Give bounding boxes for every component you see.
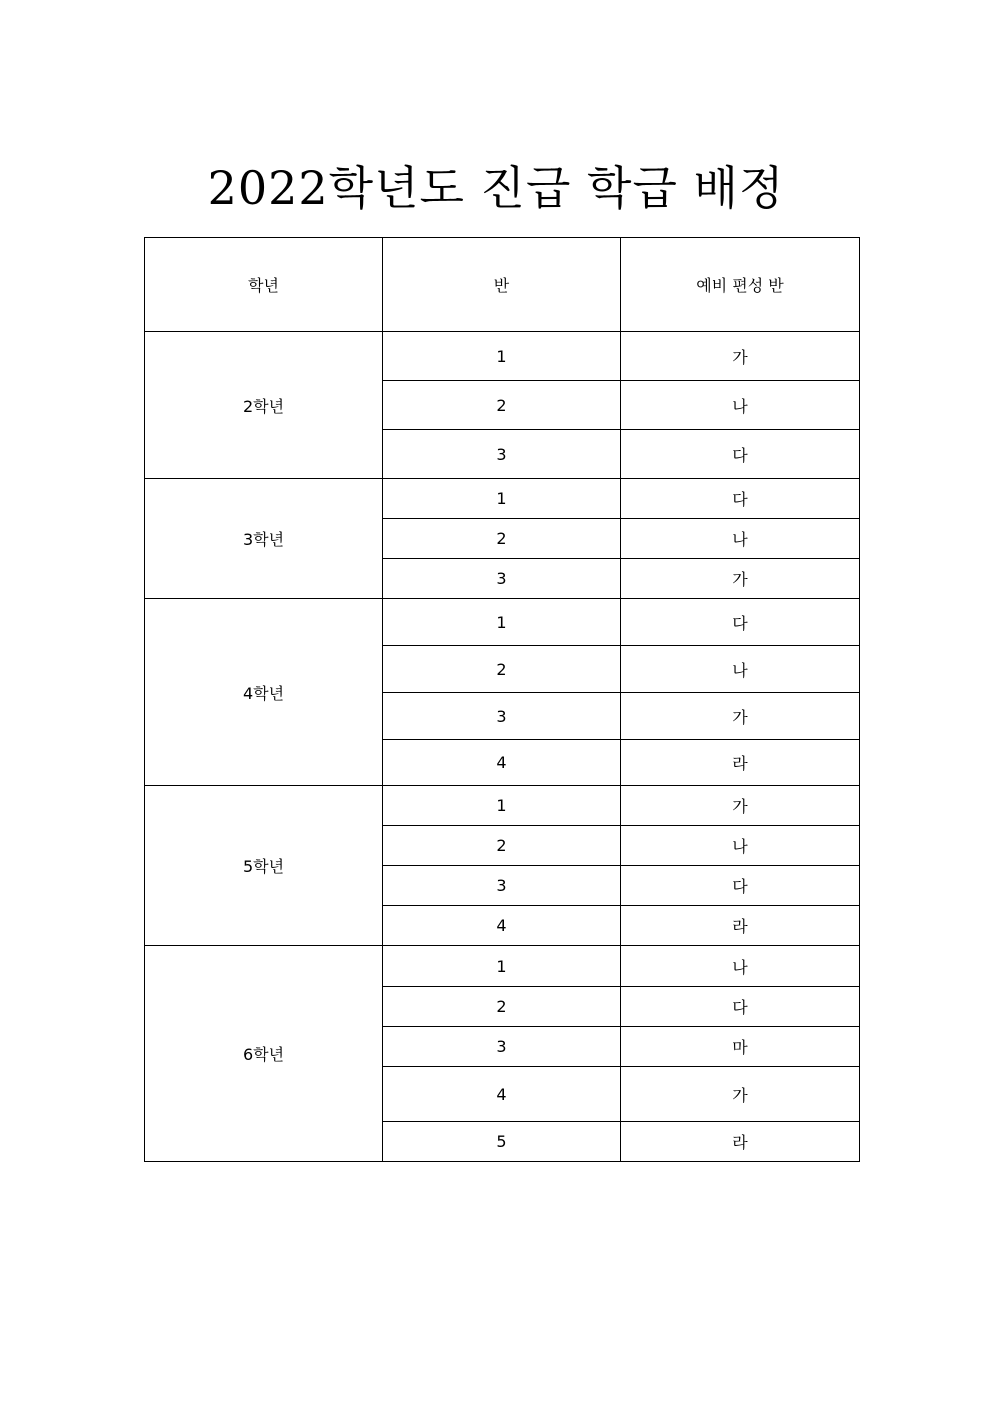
table-row <box>145 479 860 519</box>
preliminary-class-cell: 다 <box>621 866 860 906</box>
preliminary-class-cell: 가 <box>621 1067 860 1122</box>
class-cell: 5 <box>383 1122 621 1162</box>
header-class: 반 <box>383 238 621 332</box>
preliminary-class-cell: 가 <box>621 332 860 381</box>
class-cell: 4 <box>383 906 621 946</box>
table-row <box>145 332 860 381</box>
grade-cell: 5학년 <box>145 786 383 946</box>
preliminary-class-cell: 마 <box>621 1027 860 1067</box>
preliminary-class-cell: 다 <box>621 430 860 479</box>
grade-cell: 4학년 <box>145 599 383 786</box>
preliminary-class-cell: 나 <box>621 826 860 866</box>
table-header-row <box>145 238 860 332</box>
header-grade: 학년 <box>145 238 383 332</box>
class-cell: 4 <box>383 740 621 786</box>
class-cell: 1 <box>383 786 621 826</box>
grade-cell: 2학년 <box>145 332 383 479</box>
class-cell: 2 <box>383 826 621 866</box>
class-cell: 4 <box>383 1067 621 1122</box>
grade-cell: 3학년 <box>145 479 383 599</box>
preliminary-class-cell: 라 <box>621 740 860 786</box>
class-cell: 1 <box>383 946 621 987</box>
class-assignment-table <box>144 237 860 1162</box>
preliminary-class-cell: 나 <box>621 946 860 987</box>
preliminary-class-cell: 가 <box>621 786 860 826</box>
class-cell: 2 <box>383 381 621 430</box>
table-row <box>145 786 860 826</box>
preliminary-class-cell: 다 <box>621 599 860 646</box>
class-cell: 3 <box>383 430 621 479</box>
preliminary-class-cell: 라 <box>621 906 860 946</box>
preliminary-class-cell: 나 <box>621 381 860 430</box>
table-row <box>145 946 860 987</box>
preliminary-class-cell: 라 <box>621 1122 860 1162</box>
preliminary-class-cell: 가 <box>621 693 860 740</box>
class-cell: 2 <box>383 646 621 693</box>
class-cell: 3 <box>383 693 621 740</box>
table-row <box>145 599 860 646</box>
class-cell: 2 <box>383 987 621 1027</box>
preliminary-class-cell: 다 <box>621 479 860 519</box>
grade-cell: 6학년 <box>145 946 383 1162</box>
page-title: 2022학년도 진급 학급 배정 <box>207 161 785 215</box>
class-cell: 2 <box>383 519 621 559</box>
class-cell: 1 <box>383 332 621 381</box>
class-cell: 3 <box>383 866 621 906</box>
class-cell: 3 <box>383 559 621 599</box>
header-preliminary-class: 예비 편성 반 <box>621 238 860 332</box>
class-cell: 3 <box>383 1027 621 1067</box>
preliminary-class-cell: 가 <box>621 559 860 599</box>
preliminary-class-cell: 다 <box>621 987 860 1027</box>
preliminary-class-cell: 나 <box>621 646 860 693</box>
preliminary-class-cell: 나 <box>621 519 860 559</box>
class-cell: 1 <box>383 479 621 519</box>
class-cell: 1 <box>383 599 621 646</box>
